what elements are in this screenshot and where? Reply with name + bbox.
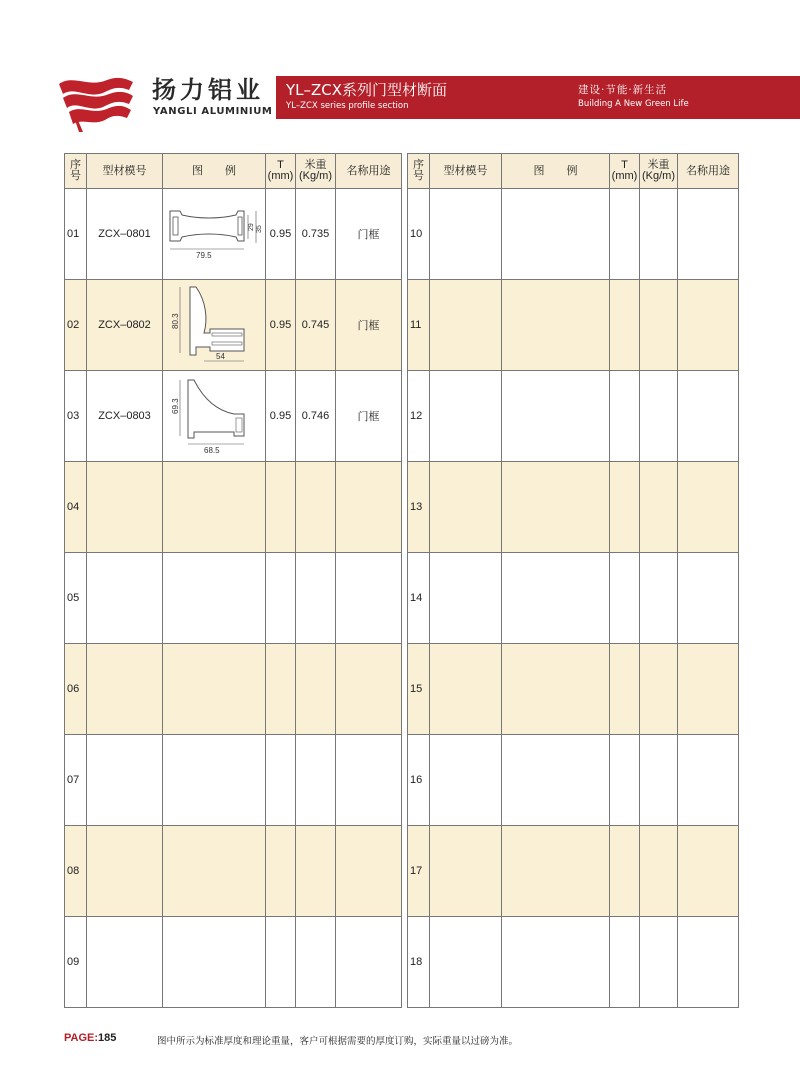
table-row — [408, 189, 739, 280]
yangli-flag-logo-icon — [55, 74, 135, 132]
svg-text:80.3: 80.3 — [171, 312, 180, 329]
table-row — [65, 735, 402, 826]
weight-value — [296, 826, 336, 917]
series-subtitle: YL–ZCX series profile section — [286, 101, 409, 111]
col-header-thickness: T (mm) — [610, 154, 640, 189]
usage-value — [336, 826, 402, 917]
thickness-value — [266, 553, 296, 644]
table-row — [408, 553, 739, 644]
table-row — [408, 462, 739, 553]
profile-diagram — [163, 826, 266, 917]
svg-text:35: 35 — [256, 224, 263, 233]
svg-text:68.5: 68.5 — [204, 445, 220, 455]
svg-text:54: 54 — [216, 351, 225, 361]
thickness-value: 0.95 — [266, 189, 296, 280]
thickness-value — [266, 462, 296, 553]
page-number — [64, 1032, 116, 1044]
brand-name-en: YANGLI ALUMINIUM — [153, 106, 273, 117]
svg-text:79.5: 79.5 — [196, 250, 212, 260]
col-header-weight: 米重 (Kg/m) — [296, 154, 336, 189]
weight-value — [296, 462, 336, 553]
table-row — [408, 917, 739, 1008]
model-code — [87, 553, 163, 644]
table-header-row — [65, 154, 402, 189]
table-row — [65, 826, 402, 917]
model-code: ZCX–0803 — [87, 371, 163, 462]
row-number: 16 — [408, 735, 430, 826]
usage-value — [336, 553, 402, 644]
profile-diagram — [163, 189, 266, 280]
table-row — [408, 644, 739, 735]
profile-diagram — [163, 644, 266, 735]
weight-value: 0.745 — [296, 280, 336, 371]
slogan-cn: 建设·节能·新生活 — [578, 84, 668, 96]
page-number-value: 185 — [98, 1032, 117, 1044]
page-header — [0, 0, 800, 140]
weight-value — [296, 735, 336, 826]
table-row — [408, 826, 739, 917]
row-number: 05 — [65, 553, 87, 644]
profile-zcx-0802-drawing — [164, 281, 264, 367]
profile-zcx-0801-drawing — [164, 203, 264, 263]
table-row — [65, 462, 402, 553]
row-number: 07 — [65, 735, 87, 826]
usage-value: 门框 — [336, 280, 402, 371]
profile-diagram — [163, 735, 266, 826]
col-header-weight: 米重 (Kg/m) — [640, 154, 678, 189]
row-number: 11 — [408, 280, 430, 371]
thickness-value — [266, 826, 296, 917]
weight-value: 0.746 — [296, 371, 336, 462]
thickness-value: 0.95 — [266, 371, 296, 462]
row-number: 02 — [65, 280, 87, 371]
table-header-row — [408, 154, 739, 189]
table-row — [408, 735, 739, 826]
table-row — [408, 371, 739, 462]
page-label-text: PAGE: — [64, 1032, 99, 1044]
row-number: 15 — [408, 644, 430, 735]
banner-underline — [276, 118, 800, 119]
table-row — [65, 189, 402, 280]
row-number: 14 — [408, 553, 430, 644]
profile-table-right — [407, 153, 739, 1008]
col-header-usage: 名称用途 — [678, 154, 739, 189]
slogan-en: Building A New Green Life — [578, 99, 689, 109]
model-code — [87, 826, 163, 917]
brand-name-cn: 扬力铝业 — [152, 76, 264, 104]
model-code — [87, 462, 163, 553]
table-row — [408, 280, 739, 371]
table-row — [65, 644, 402, 735]
row-number: 12 — [408, 371, 430, 462]
col-header-model: 型材模号 — [430, 154, 502, 189]
profile-diagram — [163, 371, 266, 462]
series-title: YL–ZCX系列门型材断面 — [286, 81, 448, 99]
row-number: 10 — [408, 189, 430, 280]
model-code: ZCX–0802 — [87, 280, 163, 371]
row-number: 13 — [408, 462, 430, 553]
model-code — [87, 644, 163, 735]
usage-value — [336, 735, 402, 826]
col-header-thickness: T (mm) — [266, 154, 296, 189]
col-header-seq: 序 号 — [408, 154, 430, 189]
row-number: 09 — [65, 917, 87, 1008]
svg-text:69.3: 69.3 — [171, 397, 180, 414]
svg-text:29: 29 — [248, 222, 255, 231]
row-number: 08 — [65, 826, 87, 917]
model-code — [87, 917, 163, 1008]
weight-value — [296, 644, 336, 735]
table-row — [65, 553, 402, 644]
col-header-model: 型材模号 — [87, 154, 163, 189]
col-header-usage: 名称用途 — [336, 154, 402, 189]
usage-value — [336, 917, 402, 1008]
thickness-value — [266, 644, 296, 735]
footnote: 图中所示为标准厚度和理论重量，客户可根据需要的厚度订购，实际重量以过磅为准。 — [157, 1036, 519, 1047]
table-row — [65, 917, 402, 1008]
weight-value — [296, 553, 336, 644]
profile-table-left — [64, 153, 402, 1008]
usage-value — [336, 644, 402, 735]
model-code: ZCX–0801 — [87, 189, 163, 280]
usage-value — [336, 462, 402, 553]
row-number: 18 — [408, 917, 430, 1008]
col-header-diagram: 图 例 — [502, 154, 610, 189]
profile-diagram — [163, 280, 266, 371]
thickness-value — [266, 735, 296, 826]
profile-zcx-0803-drawing — [164, 372, 264, 458]
row-number: 03 — [65, 371, 87, 462]
thickness-value — [266, 917, 296, 1008]
model-code — [87, 735, 163, 826]
thickness-value: 0.95 — [266, 280, 296, 371]
row-number: 06 — [65, 644, 87, 735]
col-header-seq: 序 号 — [65, 154, 87, 189]
usage-value: 门框 — [336, 371, 402, 462]
profile-diagram — [163, 553, 266, 644]
weight-value — [296, 917, 336, 1008]
row-number: 01 — [65, 189, 87, 280]
table-row — [65, 280, 402, 371]
profile-diagram — [163, 917, 266, 1008]
table-row — [65, 371, 402, 462]
row-number: 17 — [408, 826, 430, 917]
usage-value: 门框 — [336, 189, 402, 280]
profile-diagram — [163, 462, 266, 553]
col-header-diagram: 图 例 — [163, 154, 266, 189]
row-number: 04 — [65, 462, 87, 553]
weight-value: 0.735 — [296, 189, 336, 280]
